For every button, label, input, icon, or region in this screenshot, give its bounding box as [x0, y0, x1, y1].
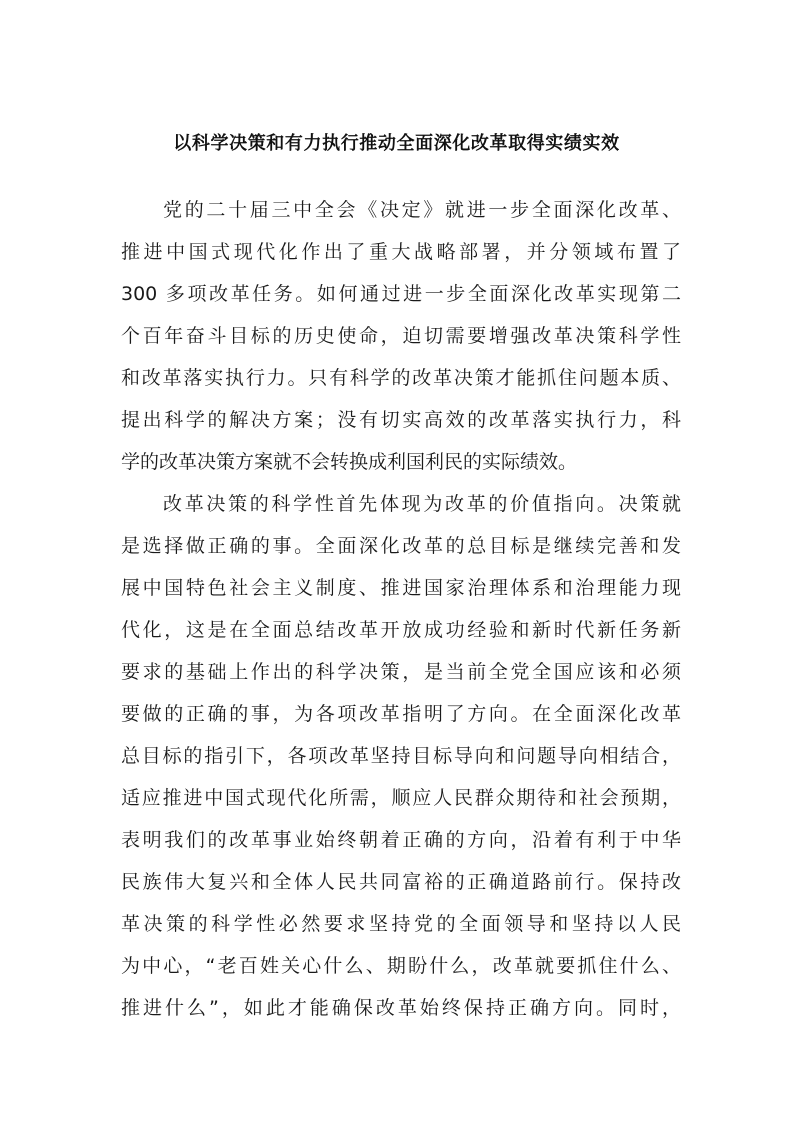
paragraph-1-line: 提出科学的解决方案；没有切实高效的改革落实执行力，科 — [121, 409, 681, 431]
paragraph-2-line: 要做的正确的事，为各项改革指明了方向。在全面深化改革 — [121, 703, 681, 725]
document-title: 以科学决策和有力执行推动全面深化改革取得实绩实效 — [173, 133, 620, 154]
paragraph-2-line: 革决策的科学性必然要求坚持党的全面领导和坚持以人民 — [121, 913, 681, 935]
paragraph-2-line: 展中国特色社会主义制度、推进国家治理体系和治理能力现 — [121, 577, 681, 599]
paragraph-2-line: 是选择做正确的事。全面深化改革的总目标是继续完善和发 — [121, 535, 681, 557]
paragraph-2-line: 为中心，“老百姓关心什么、期盼什么，改革就要抓住什么、 — [121, 955, 681, 977]
paragraph-2-line: 民族伟大复兴和全体人民共同富裕的正确道路前行。保持改 — [121, 871, 681, 893]
paragraph-2-line: 表明我们的改革事业始终朝着正确的方向，沿着有利于中华 — [121, 829, 681, 851]
paragraph-2-line: 总目标的指引下，各项改革坚持目标导向和问题导向相结合， — [121, 745, 681, 767]
paragraph-2-line: 推进什么”，如此才能确保改革始终保持正确方向。同时， — [121, 997, 681, 1019]
paragraph-2-line: 要求的基础上作出的科学决策，是当前全党全国应该和必须 — [121, 661, 681, 683]
paragraph-2-line: 适应推进中国式现代化所需，顺应人民群众期待和社会预期， — [121, 787, 681, 809]
paragraph-1-line: 和改革落实执行力。只有科学的改革决策才能抓住问题本质、 — [121, 367, 681, 389]
paragraph-1-line: 推进中国式现代化作出了重大战略部署，并分领域布置了 — [121, 241, 681, 263]
paragraph-1-line: 个百年奋斗目标的历史使命，迫切需要增强改革决策科学性 — [121, 325, 681, 347]
paragraph-1-line: 300 多项改革任务。如何通过进一步全面深化改革实现第二 — [121, 283, 681, 305]
paragraph-2-line: 代化，这是在全面总结改革开放成功经验和新时代新任务新 — [121, 619, 681, 641]
paragraph-1-line: 党的二十届三中全会《决定》就进一步全面深化改革、 — [163, 199, 681, 221]
paragraph-1-line: 学的改革决策方案就不会转换成利国利民的实际绩效。 — [121, 451, 578, 473]
paragraph-2-line: 改革决策的科学性首先体现为改革的价值指向。决策就 — [163, 493, 681, 515]
